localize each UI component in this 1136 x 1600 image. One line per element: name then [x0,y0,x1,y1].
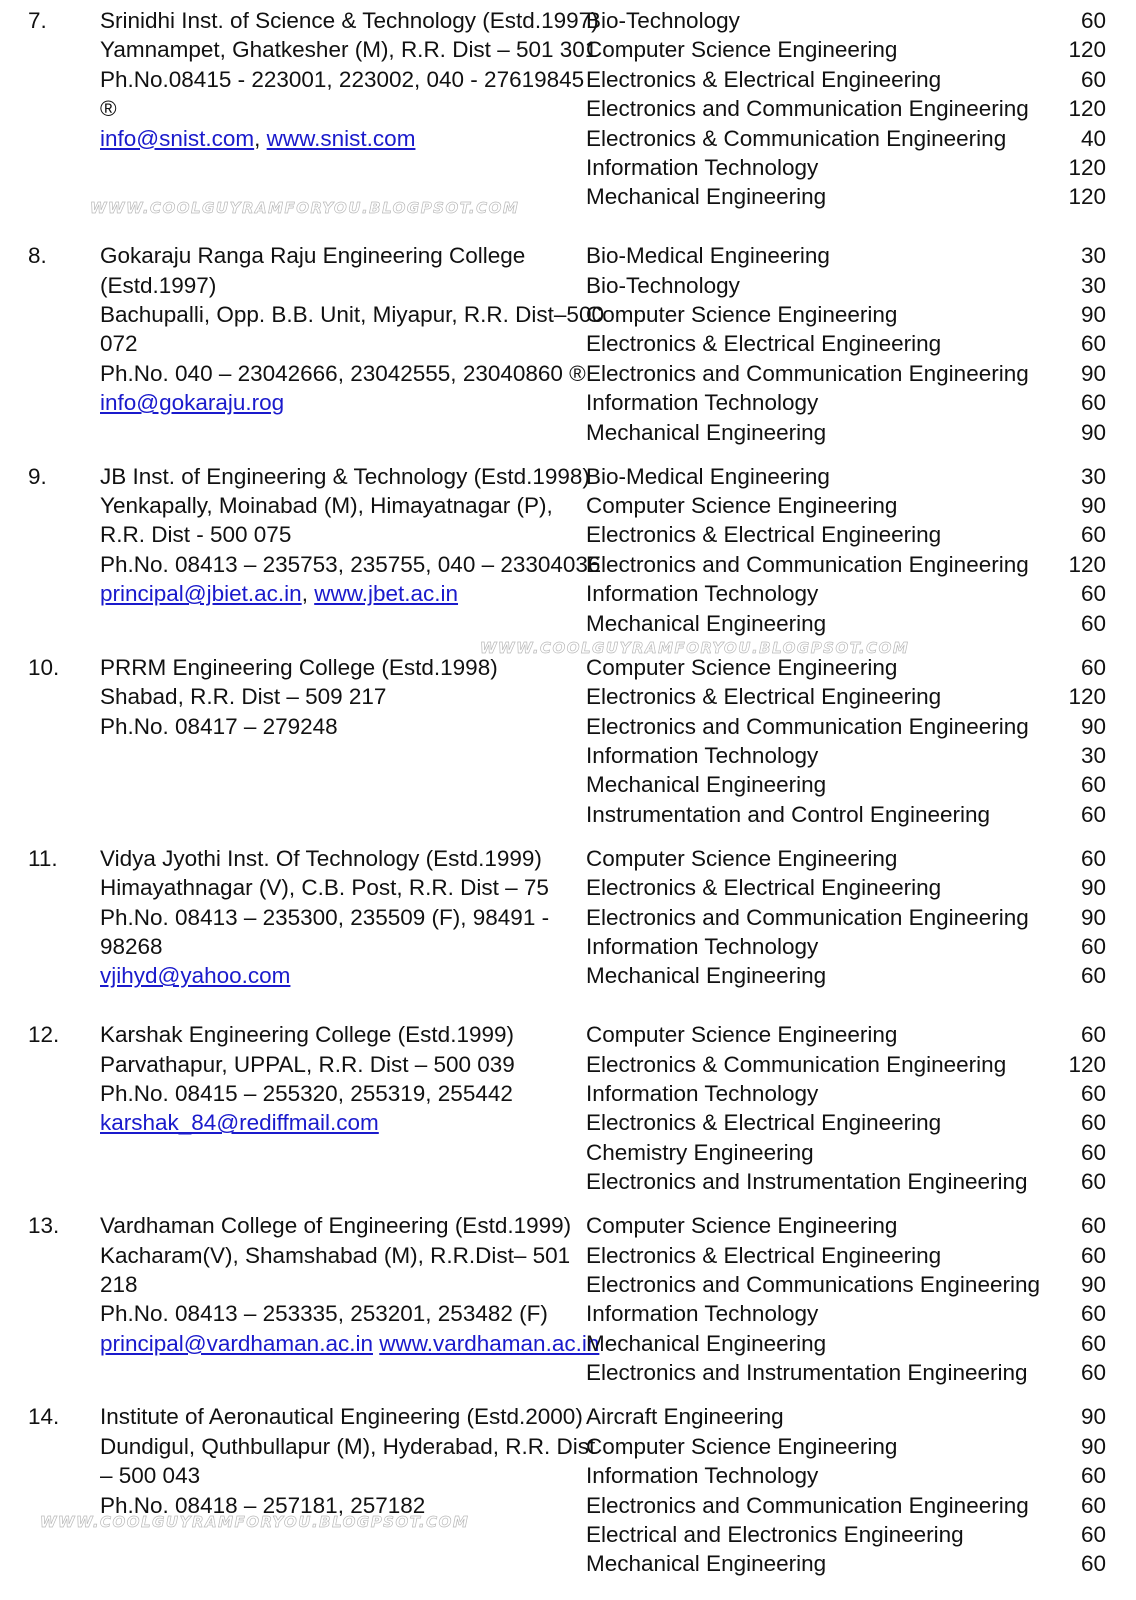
college-detail-line: Ph.No. 040 – 23042666, 23042555, 23040860 ® [100,360,586,386]
course-intake: 90 [1080,1272,1106,1298]
course-row [586,153,1106,182]
website-link[interactable]: www.jbet.ac.in [314,581,459,607]
course-name: Mechanical Engineering [586,1551,827,1577]
college-detail-line: 072 [100,331,138,357]
course-name: Computer Science Engineering [586,654,898,680]
course-row [586,1549,1106,1578]
course-row [586,1167,1106,1196]
course-intake: 60 [1080,1169,1106,1195]
college-details [100,653,586,829]
course-row [586,903,1106,932]
course-row [586,1241,1106,1270]
course-list [586,844,1106,991]
course-row [586,873,1106,902]
college-detail-line: 218 [100,1272,138,1298]
course-row [586,65,1106,94]
course-intake: 60 [1080,8,1106,33]
course-name: Electronics & Electrical Engineering [586,331,942,357]
college-detail-line: Himayathnagar (V), C.B. Post, R.R. Dist – 75 [100,875,549,901]
course-intake: 60 [1080,390,1106,416]
course-name: Electronics and Communications Engineering [586,1272,1040,1298]
course-name: Electronics & Communication Engineering [586,125,1007,151]
college-detail-line: 98268 [100,934,163,959]
course-list [586,653,1106,829]
college-detail-line: Bachupalli, Opp. B.B. Unit, Miyapur, R.R. Dist–500 [100,301,604,327]
course-intake: 60 [1080,1081,1106,1106]
course-row [586,800,1106,829]
email-link[interactable]: karshak_84@rediffmail.com [100,1110,379,1136]
college-detail-line: Kacharam(V), Shamshabad (M), R.R.Dist– 501 [100,1242,571,1268]
course-name: Instrumentation and Control Engineering [586,801,991,827]
course-intake: 120 [1068,184,1106,210]
course-name: Electronics and Instrumentation Engineering [586,1360,1028,1386]
course-name: Electronics & Electrical Engineering [586,875,942,901]
course-name: Electronics & Communication Engineering [586,1051,1007,1077]
course-name: Electronics & Electrical Engineering [586,66,942,92]
course-row [586,271,1106,300]
entry-number: 10. [28,654,60,680]
college-name: Karshak Engineering College (Estd.1999) [100,1022,514,1048]
entry-number: 8. [28,243,47,269]
college-detail-line: Parvathapur, UPPAL, R.R. Dist – 500 039 [100,1051,515,1077]
course-intake: 60 [1080,610,1106,636]
course-intake: 90 [1080,1404,1106,1430]
course-row [586,1108,1106,1137]
course-name: Electronics and Communication Engineering [586,96,1029,122]
college-details [100,1020,586,1196]
college-name: Vardhaman College of Engineering (Estd.1999) [100,1213,572,1239]
course-row [586,329,1106,358]
college-name: Gokaraju Ranga Raju Engineering College [100,243,526,269]
course-name: Electronics & Electrical Engineering [586,1242,942,1268]
entry-number: 12. [28,1022,60,1048]
course-name: Computer Science Engineering [586,1022,898,1048]
course-intake: 60 [1080,1213,1106,1239]
course-intake: 90 [1080,360,1106,386]
course-name: Electronics and Communication Engineering [586,1492,1029,1518]
course-name: Electronics and Communication Engineering [586,360,1029,386]
college-name: Vidya Jyothi Inst. Of Technology (Estd.1999) [100,845,542,871]
course-row [586,1491,1106,1520]
course-intake: 60 [1080,1301,1106,1327]
course-name: Computer Science Engineering [586,493,898,519]
course-row [586,491,1106,520]
college-details [100,462,601,638]
college-name: Srinidhi Inst. of Science & Technology (Estd.1997) [100,8,599,33]
contact-links [100,124,586,153]
course-intake: 30 [1080,463,1106,489]
college-detail-line: Ph.No. 08413 – 253335, 253201, 253482 (F) [100,1301,548,1327]
email-link[interactable]: info@snist.com [100,125,255,151]
course-intake: 120 [1068,551,1106,577]
course-name: Mechanical Engineering [586,184,827,210]
course-intake: 90 [1080,301,1106,327]
contact-links [100,961,586,990]
contact-links [100,1329,600,1358]
course-row [586,653,1106,682]
college-detail-line: Yenkapally, Moinabad (M), Himayatnagar (P), [100,493,553,519]
course-intake: 90 [1080,713,1106,739]
course-intake: 120 [1068,37,1106,63]
course-intake: 60 [1080,1360,1106,1386]
course-name: Chemistry Engineering [586,1139,814,1165]
course-intake: 90 [1080,904,1106,930]
course-intake: 60 [1080,845,1106,871]
website-link[interactable]: www.vardhaman.ac.in [379,1330,600,1356]
course-name: Computer Science Engineering [586,301,898,327]
watermark-bottom: WWW.COOLGUYRAMFORYOU.BLOGPSOT.COM [40,1513,470,1531]
course-row [586,1432,1106,1461]
course-name: Information Technology [586,581,819,607]
college-details [100,1211,600,1387]
link-separator: , [254,125,267,151]
link-separator: , [301,581,315,607]
course-intake: 60 [1080,772,1106,798]
email-link[interactable]: principal@jbiet.ac.in [100,581,302,607]
college-entry [0,241,1136,447]
course-row [586,932,1106,961]
course-name: Information Technology [586,1463,819,1489]
course-row [586,1050,1106,1079]
college-detail-line: – 500 043 [100,1463,201,1489]
college-entry [0,1211,1136,1387]
course-row [586,550,1106,579]
course-name: Aircraft Engineering [586,1404,784,1430]
course-row [586,741,1106,770]
course-row [586,1270,1106,1299]
course-name: Electronics and Communication Engineering [586,713,1029,739]
college-name: JB Inst. of Engineering & Technology (Estd.1998) [100,463,590,489]
course-name: Information Technology [586,154,819,180]
entry-number: 11. [28,845,58,871]
course-name: Information Technology [586,1081,819,1106]
course-row [586,1020,1106,1049]
entry-number: 7. [28,8,47,33]
course-row [586,182,1106,211]
course-name: Computer Science Engineering [586,1433,898,1459]
watermark-middle: WWW.COOLGUYRAMFORYOU.BLOGPSOT.COM [480,639,910,657]
college-name: PRRM Engineering College (Estd.1998) [100,654,498,680]
college-detail-line: Shabad, R.R. Dist – 509 217 [100,684,387,710]
course-name: Information Technology [586,742,819,768]
course-row [586,712,1106,741]
course-intake: 60 [1080,66,1106,92]
course-row [586,94,1106,123]
course-row [586,520,1106,549]
watermark-top: WWW.COOLGUYRAMFORYOU.BLOGPSOT.COM [90,199,520,217]
website-link[interactable]: www.snist.com [266,125,416,151]
course-intake: 30 [1080,742,1106,768]
course-intake: 60 [1080,801,1106,827]
course-intake: 40 [1080,125,1106,151]
college-entry [0,844,1136,991]
course-row [586,682,1106,711]
course-intake: 60 [1080,1492,1106,1518]
entry-number: 13. [28,1213,60,1239]
course-intake: 60 [1080,1242,1106,1268]
course-name: Computer Science Engineering [586,845,898,871]
course-list [586,462,1106,638]
course-row [586,6,1106,35]
college-entry [0,462,1136,638]
entry-number: 9. [28,463,47,489]
college-entry [0,653,1136,829]
entry-number: 14. [28,1404,60,1430]
course-intake: 90 [1080,493,1106,519]
course-name: Computer Science Engineering [586,37,898,63]
course-row [586,1211,1106,1240]
course-row [586,388,1106,417]
course-name: Mechanical Engineering [586,1330,827,1356]
course-intake: 120 [1068,96,1106,122]
course-name: Computer Science Engineering [586,1213,898,1239]
college-detail-line: Dundigul, Quthbullapur (M), Hyderabad, R.R. Dist [100,1433,596,1459]
course-list [586,1020,1106,1196]
college-details [100,241,604,447]
course-name: Bio-Technology [586,272,740,298]
course-row [586,300,1106,329]
email-link[interactable]: vjihyd@yahoo.com [100,963,291,989]
college-detail-line: Ph.No.08415 - 223001, 223002, 040 - 27619845 [100,66,585,92]
contact-links [100,1108,586,1137]
course-row [586,124,1106,153]
course-name: Bio-Technology [586,8,740,33]
course-intake: 30 [1080,243,1106,269]
course-intake: 90 [1080,419,1106,445]
course-intake: 60 [1080,1139,1106,1165]
course-name: Electronics and Instrumentation Engineering [586,1169,1028,1195]
college-detail-line: Ph.No. 08413 – 235753, 235755, 040 – 23304036 [100,551,601,577]
college-detail-line: (Estd.1997) [100,272,217,298]
college-list [0,6,1136,1579]
course-row [586,1461,1106,1490]
course-name: Bio-Medical Engineering [586,243,830,269]
course-name: Electronics and Communication Engineering [586,551,1029,577]
course-intake: 90 [1080,1433,1106,1459]
course-list [586,1211,1106,1387]
college-details [100,1402,596,1578]
college-detail-line: Ph.No. 08415 – 255320, 255319, 255442 [100,1081,513,1106]
college-details [100,844,586,991]
college-details [100,6,599,212]
course-intake: 60 [1080,1521,1106,1547]
college-detail-line: R.R. Dist - 500 075 [100,522,292,548]
course-name: Bio-Medical Engineering [586,463,830,489]
course-name: Electronics & Electrical Engineering [586,684,942,710]
course-intake: 60 [1080,654,1106,680]
course-name: Electronics and Communication Engineering [586,904,1029,930]
course-intake: 60 [1080,331,1106,357]
college-detail-line: Ph.No. 08417 – 279248 [100,713,338,739]
email-link[interactable]: principal@vardhaman.ac.in [100,1330,373,1356]
course-row [586,418,1106,447]
course-intake: 90 [1080,875,1106,901]
course-intake: 120 [1068,154,1106,180]
course-intake: 120 [1068,684,1106,710]
course-row [586,241,1106,270]
college-entry [0,1020,1136,1196]
course-intake: 60 [1080,1463,1106,1489]
course-row [586,844,1106,873]
course-intake: 60 [1080,1022,1106,1048]
course-intake: 60 [1080,963,1106,989]
contact-links [100,388,586,417]
course-row [586,770,1106,799]
course-name: Information Technology [586,934,819,959]
course-intake: 60 [1080,1110,1106,1136]
course-name: Mechanical Engineering [586,610,827,636]
contact-links [100,579,586,608]
course-row [586,1299,1106,1328]
course-name: Mechanical Engineering [586,772,827,798]
college-detail-line: ® [100,96,117,122]
college-name: Institute of Aeronautical Engineering (Estd.2000) [100,1404,583,1430]
course-row [586,579,1106,608]
college-detail-line: Ph.No. 08418 – 257181, 257182 [100,1492,426,1518]
course-row [586,1402,1106,1431]
course-row [586,462,1106,491]
course-list [586,6,1106,212]
college-detail-line: Ph.No. 08413 – 235300, 235509 (F), 98491 - [100,904,550,930]
course-name: Mechanical Engineering [586,419,827,445]
course-row [586,359,1106,388]
course-row [586,35,1106,64]
course-list [586,1402,1106,1578]
course-name: Electronics & Electrical Engineering [586,522,942,548]
course-row [586,609,1106,638]
course-intake: 60 [1080,1551,1106,1577]
course-intake: 120 [1068,1051,1106,1077]
college-entry [0,6,1136,212]
course-intake: 60 [1080,581,1106,607]
course-name: Electronics & Electrical Engineering [586,1110,942,1136]
course-intake: 60 [1080,934,1106,959]
course-row [586,961,1106,990]
course-name: Information Technology [586,390,819,416]
course-intake: 60 [1080,1330,1106,1356]
course-row [586,1520,1106,1549]
course-name: Information Technology [586,1301,819,1327]
course-row [586,1138,1106,1167]
email-link[interactable]: info@gokaraju.rog [100,390,285,416]
college-entry [0,1402,1136,1578]
college-detail-line: Yamnampet, Ghatkesher (M), R.R. Dist – 501 301 [100,37,598,63]
course-list [586,241,1106,447]
course-intake: 30 [1080,272,1106,298]
course-row [586,1079,1106,1108]
course-row [586,1329,1106,1358]
course-intake: 60 [1080,522,1106,548]
course-name: Electrical and Electronics Engineering [586,1521,964,1547]
course-row [586,1358,1106,1387]
course-name: Mechanical Engineering [586,963,827,989]
